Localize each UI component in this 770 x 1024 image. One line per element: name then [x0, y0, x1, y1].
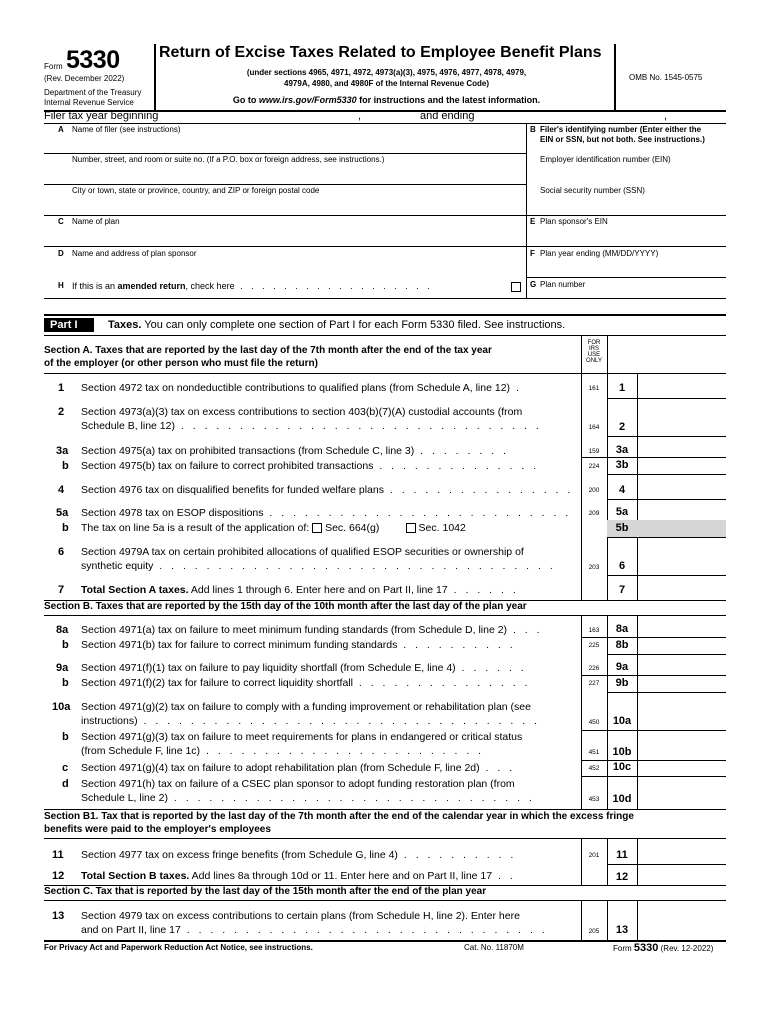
- line-7-description: Total Section A taxes. Add lines 1 through 6. Enter here and on Part II, line 17 . . . . . .: [81, 584, 519, 596]
- section-b-heading: Section B. Taxes that are reported by the 15th day of the 10th month after the last day of the plan year: [44, 601, 527, 612]
- sec-664g-checkbox[interactable]: [312, 523, 322, 533]
- section-c-heading: Section C. Tax that is reported by the last day of the 15th month after the end of the plan year: [44, 886, 487, 897]
- line-10d-description: Section 4971(h) tax on failure of a CSEC plan sponsor to adopt funding restoration plan (from Schedule L, line 2) . . . . . . . . . . . . . . . . . . . . . . . . . . . . . . .: [81, 778, 535, 804]
- part-title: Taxes. You can only complete one section of Part I for each Form 5330 filed. See instructions.: [108, 319, 566, 331]
- form-subtitle: (under sections 4965, 4971, 4972, 4973(a)(3), 4975, 4976, 4977, 4978, 4979, 4979A, 4980, and 4980F of the Internal Revenue Code): [246, 68, 527, 88]
- ssn-input[interactable]: [540, 196, 720, 212]
- line-10a-description: Section 4971(g)(2) tax on failure to comply with a funding improvement or rehabilitation plan (see instructions) . . . . . . . . . . . . . . . . . . . . . . . . . . . . . . . . . .: [81, 701, 540, 727]
- line-box-label: 8a: [615, 623, 629, 635]
- line-box-label: 12: [615, 871, 629, 883]
- line-box-label: 1: [618, 382, 626, 394]
- line-5a-description: Section 4978 tax on ESOP dispositions . . . . . . . . . . . . . . . . . . . . . . . . . .: [81, 507, 572, 519]
- irs-code: 450: [588, 719, 600, 726]
- line-box-label: 10c: [612, 761, 632, 773]
- irs-code: 200: [588, 487, 600, 494]
- line-2-description: Section 4973(a)(3) tax on excess contributions to section 403(b)(7)(A) custodial accounts (from Schedule B, line 12) . . . . . . . . . . . . . . . . . . . . . . . . . . . . . . .: [81, 406, 542, 432]
- line-number: 5a: [56, 507, 69, 519]
- irs-code: 209: [588, 510, 600, 517]
- line-number: b: [62, 677, 69, 689]
- irs-code: 453: [588, 796, 600, 803]
- street-label: Number, street, and room or suite no. (If a P.O. box or foreign address, see instructions.): [72, 155, 385, 164]
- irs-code: 203: [588, 564, 600, 571]
- amended-return-label: If this is an amended return, check here . . . . . . . . . . . . . . . . . .: [72, 281, 433, 291]
- field-letter-g: G: [530, 280, 537, 289]
- line-5a-amount-input[interactable]: [638, 501, 726, 518]
- ein-input[interactable]: [540, 165, 720, 181]
- tax-year-beginning-input[interactable]: [194, 110, 344, 122]
- line-number: 4: [58, 484, 65, 496]
- line-11-description: Section 4977 tax on excess fringe benefits (from Schedule G, line 4) . . . . . . . . . .: [81, 849, 517, 861]
- irs-code: 226: [588, 665, 600, 672]
- filer-name-label: Name of filer (see instructions): [72, 125, 181, 134]
- line-2-amount-input[interactable]: [638, 400, 726, 436]
- amended-return-checkbox[interactable]: [511, 282, 521, 292]
- irs-code: 452: [588, 765, 600, 772]
- city-label: City or town, state or province, country, and ZIP or foreign postal code: [72, 186, 320, 195]
- line-8b-amount-input[interactable]: [638, 638, 726, 654]
- line-10b-amount-input[interactable]: [638, 731, 726, 759]
- line-box-label: 10a: [612, 715, 632, 727]
- field-letter-c: C: [58, 217, 64, 226]
- irs-code: 159: [588, 448, 600, 455]
- line-number: 8a: [56, 624, 69, 636]
- line-box-label: 4: [618, 484, 626, 496]
- irs-code: 227: [588, 680, 600, 687]
- line-4-amount-input[interactable]: [638, 476, 726, 498]
- line-box-label: 6: [618, 560, 626, 572]
- instructions-url[interactable]: www.irs.gov/Form5330: [258, 95, 357, 105]
- line-3b-description: Section 4975(b) tax on failure to correct prohibited transactions . . . . . . . . . . . . . .: [81, 460, 540, 472]
- irs-code: 205: [588, 928, 600, 935]
- line-11-amount-input[interactable]: [638, 840, 726, 862]
- ssn-label: Social security number (SSN): [540, 186, 645, 195]
- line-9b-description: Section 4971(f)(2) tax for failure to correct liquidity shortfall . . . . . . . . . . . . . . .: [81, 677, 531, 689]
- line-box-label: 3a: [615, 444, 629, 456]
- line-9b-amount-input[interactable]: [638, 676, 726, 692]
- line-box-label: 13: [615, 924, 629, 936]
- comma: ,: [664, 110, 668, 122]
- line-13-description: Section 4979 tax on excess contributions to certain plans (from Schedule H, line 2). Enter here and on Part II, line 17 . . . . . . . . . . . . . . . . . . . . . . . . . . . . . . .: [81, 910, 548, 936]
- line-1-amount-input[interactable]: [638, 375, 726, 397]
- line-number: 13: [52, 910, 65, 922]
- plan-name-label: Name of plan: [72, 217, 120, 226]
- irs-code: 163: [588, 627, 600, 634]
- tax-year-beginning-label: Filer tax year beginning: [44, 110, 159, 122]
- irs-code: 225: [588, 642, 600, 649]
- line-box-label: 5b: [615, 522, 629, 534]
- sec-1042-label: Sec. 1042: [418, 522, 466, 534]
- form-page: [44, 44, 726, 959]
- line-1-description: Section 4972 tax on nondeductible contributions to qualified plans (from Schedule A, line 12) .: [81, 382, 522, 394]
- line-number: 10a: [52, 701, 71, 713]
- sponsor-input[interactable]: [72, 259, 522, 275]
- field-letter-a: A: [58, 125, 64, 134]
- irs-code: 164: [588, 424, 600, 431]
- footer-form-id: Form 5330 (Rev. 12-2022): [613, 942, 714, 954]
- line-box-label: 7: [618, 584, 626, 596]
- plan-number-label: Plan number: [540, 280, 586, 289]
- line-10b-description: Section 4971(g)(3) tax on failure to meet requirements for plans in endangered or critical status (from Schedule F, line 1c) . . . . . . . . . . . . . . . . . . . . . . . .: [81, 731, 523, 757]
- line-number: c: [62, 762, 69, 774]
- sec-664g-label: Sec. 664(g): [325, 522, 380, 534]
- line-8a-description: Section 4971(a) tax on failure to meet minimum funding standards (from Schedule D, line 2) . . .: [81, 624, 543, 636]
- revision-date: (Rev. December 2022): [44, 74, 125, 83]
- department: Department of the Treasury Internal Revenue Service: [44, 88, 142, 107]
- line-10a-amount-input[interactable]: [638, 694, 726, 729]
- line-box-label: 8b: [615, 639, 629, 651]
- line-number: 7: [58, 584, 65, 596]
- line-number: 9a: [56, 662, 69, 674]
- line-12-amount-input[interactable]: [638, 866, 726, 884]
- irs-code: 201: [588, 852, 600, 859]
- line-number: 2: [58, 406, 65, 418]
- sponsor-ein-label: Plan sponsor's EIN: [540, 217, 608, 226]
- line-number: b: [62, 522, 69, 534]
- line-number: 1: [58, 382, 65, 394]
- comma: ,: [358, 110, 362, 122]
- line-10d-amount-input[interactable]: [638, 777, 726, 807]
- line-4-description: Section 4976 tax on disqualified benefits for funded welfare plans . . . . . . . . . . . . . . . .: [81, 484, 574, 496]
- tax-year-ending-input[interactable]: [484, 110, 654, 122]
- line-10c-description: Section 4971(g)(4) tax on failure to adopt rehabilitation plan (from Schedule F, line 2d) . . .: [81, 762, 516, 774]
- section-a-heading: Section A. Taxes that are reported by the last day of the 7th month after the end of the tax year of the employer (or other person who must file the return): [44, 345, 492, 369]
- line-box-label: 11: [616, 849, 628, 861]
- line-number: 12: [52, 870, 65, 882]
- sponsor-ein-input[interactable]: [540, 227, 720, 243]
- line-8b-description: Section 4971(b) tax for failure to correct minimum funding standards . . . . . . . . . .: [81, 639, 516, 651]
- line-13-amount-input[interactable]: [638, 902, 726, 939]
- line-box-label: 5a: [615, 506, 629, 518]
- line-3a-description: Section 4975(a) tax on prohibited transactions (from Schedule C, line 3) . . . . . . . .: [81, 445, 509, 457]
- line-box-label: 2: [618, 421, 626, 433]
- line-box-label: 10b: [612, 746, 632, 758]
- line-6-amount-input[interactable]: [638, 539, 726, 575]
- form-title: Return of Excise Taxes Related to Employee Benefit Plans: [159, 44, 602, 61]
- line-6-description: Section 4979A tax on certain prohibited allocations of qualified ESOP securities or ownership of synthetic equity . . . . . . . . . . . . . . . . . . . . . . . . . . . . . . . . . .: [81, 546, 556, 572]
- irs-code: 161: [588, 385, 600, 392]
- line-12-description: Total Section B taxes. Add lines 8a through 10d or 11. Enter here and on Part II, line 17 . .: [81, 870, 516, 882]
- line-3b-amount-input[interactable]: [638, 458, 726, 474]
- field-letter-e: E: [530, 217, 536, 226]
- privacy-notice: For Privacy Act and Paperwork Reduction Act Notice, see instructions.: [44, 943, 313, 952]
- line-number: 3a: [56, 445, 69, 457]
- street-input[interactable]: [72, 165, 522, 181]
- line-box-label: 3b: [615, 459, 629, 471]
- line-9a-amount-input[interactable]: [638, 656, 726, 674]
- field-letter-d: D: [58, 249, 64, 258]
- line-number: b: [62, 639, 69, 651]
- line-3a-amount-input[interactable]: [638, 438, 726, 456]
- city-input[interactable]: [72, 196, 522, 212]
- line-8a-amount-input[interactable]: [638, 617, 726, 636]
- filer-name-input[interactable]: [72, 135, 522, 151]
- plan-name-input[interactable]: [72, 227, 522, 243]
- line-5b-description: The tax on line 5a is a result of the application of: Sec. 664(g) Sec. 1042: [81, 522, 466, 534]
- line-number: b: [62, 460, 69, 472]
- form-number: 5330: [66, 46, 120, 74]
- line-number: b: [62, 731, 69, 743]
- ein-label: Employer identification number (EIN): [540, 155, 671, 164]
- sec-1042-checkbox[interactable]: [406, 523, 416, 533]
- field-letter-f: F: [530, 249, 535, 258]
- line-box-label: 9a: [615, 661, 629, 673]
- irs-use-only: FOR IRS USE ONLY: [586, 340, 602, 364]
- part-tag: Part I: [44, 318, 94, 332]
- tax-year-ending-label: and ending: [420, 110, 475, 122]
- line-box-label: 10d: [612, 793, 632, 805]
- omb-number: OMB No. 1545-0575: [629, 73, 703, 82]
- irs-code: 224: [588, 463, 600, 470]
- line-10c-amount-input[interactable]: [638, 761, 726, 775]
- line-7-amount-input[interactable]: [638, 577, 726, 599]
- field-letter-b: B: [530, 125, 536, 134]
- line-number: 6: [58, 546, 65, 558]
- field-letter-h: H: [58, 281, 64, 290]
- form-label: Form: [44, 62, 63, 71]
- section-b1-heading: Section B1. Tax that is reported by the last day of the 7th month after the end of the calendar year in which the excess fringe benefits were paid to the employer's employees: [44, 811, 634, 835]
- irs-code: 451: [588, 749, 600, 756]
- line-9a-description: Section 4971(f)(1) tax on failure to pay liquidity shortfall (from Schedule E, line 4) . . . . . .: [81, 662, 527, 674]
- plan-number-input[interactable]: [540, 290, 720, 298]
- sponsor-label: Name and address of plan sponsor: [72, 249, 197, 258]
- plan-year-ending-label: Plan year ending (MM/DD/YYYY): [540, 249, 659, 258]
- plan-year-ending-input[interactable]: [540, 259, 720, 275]
- line-number: 11: [52, 849, 64, 861]
- line-number: d: [62, 778, 69, 790]
- line-box-label: 9b: [615, 677, 629, 689]
- filer-id-label: Filer's identifying number (Enter either the EIN or SSN, but not both. See instructions.): [540, 125, 705, 144]
- catalog-number: Cat. No. 11870M: [464, 943, 524, 952]
- instructions-link-line: Go to www.irs.gov/Form5330 for instructions and the latest information.: [232, 95, 541, 105]
